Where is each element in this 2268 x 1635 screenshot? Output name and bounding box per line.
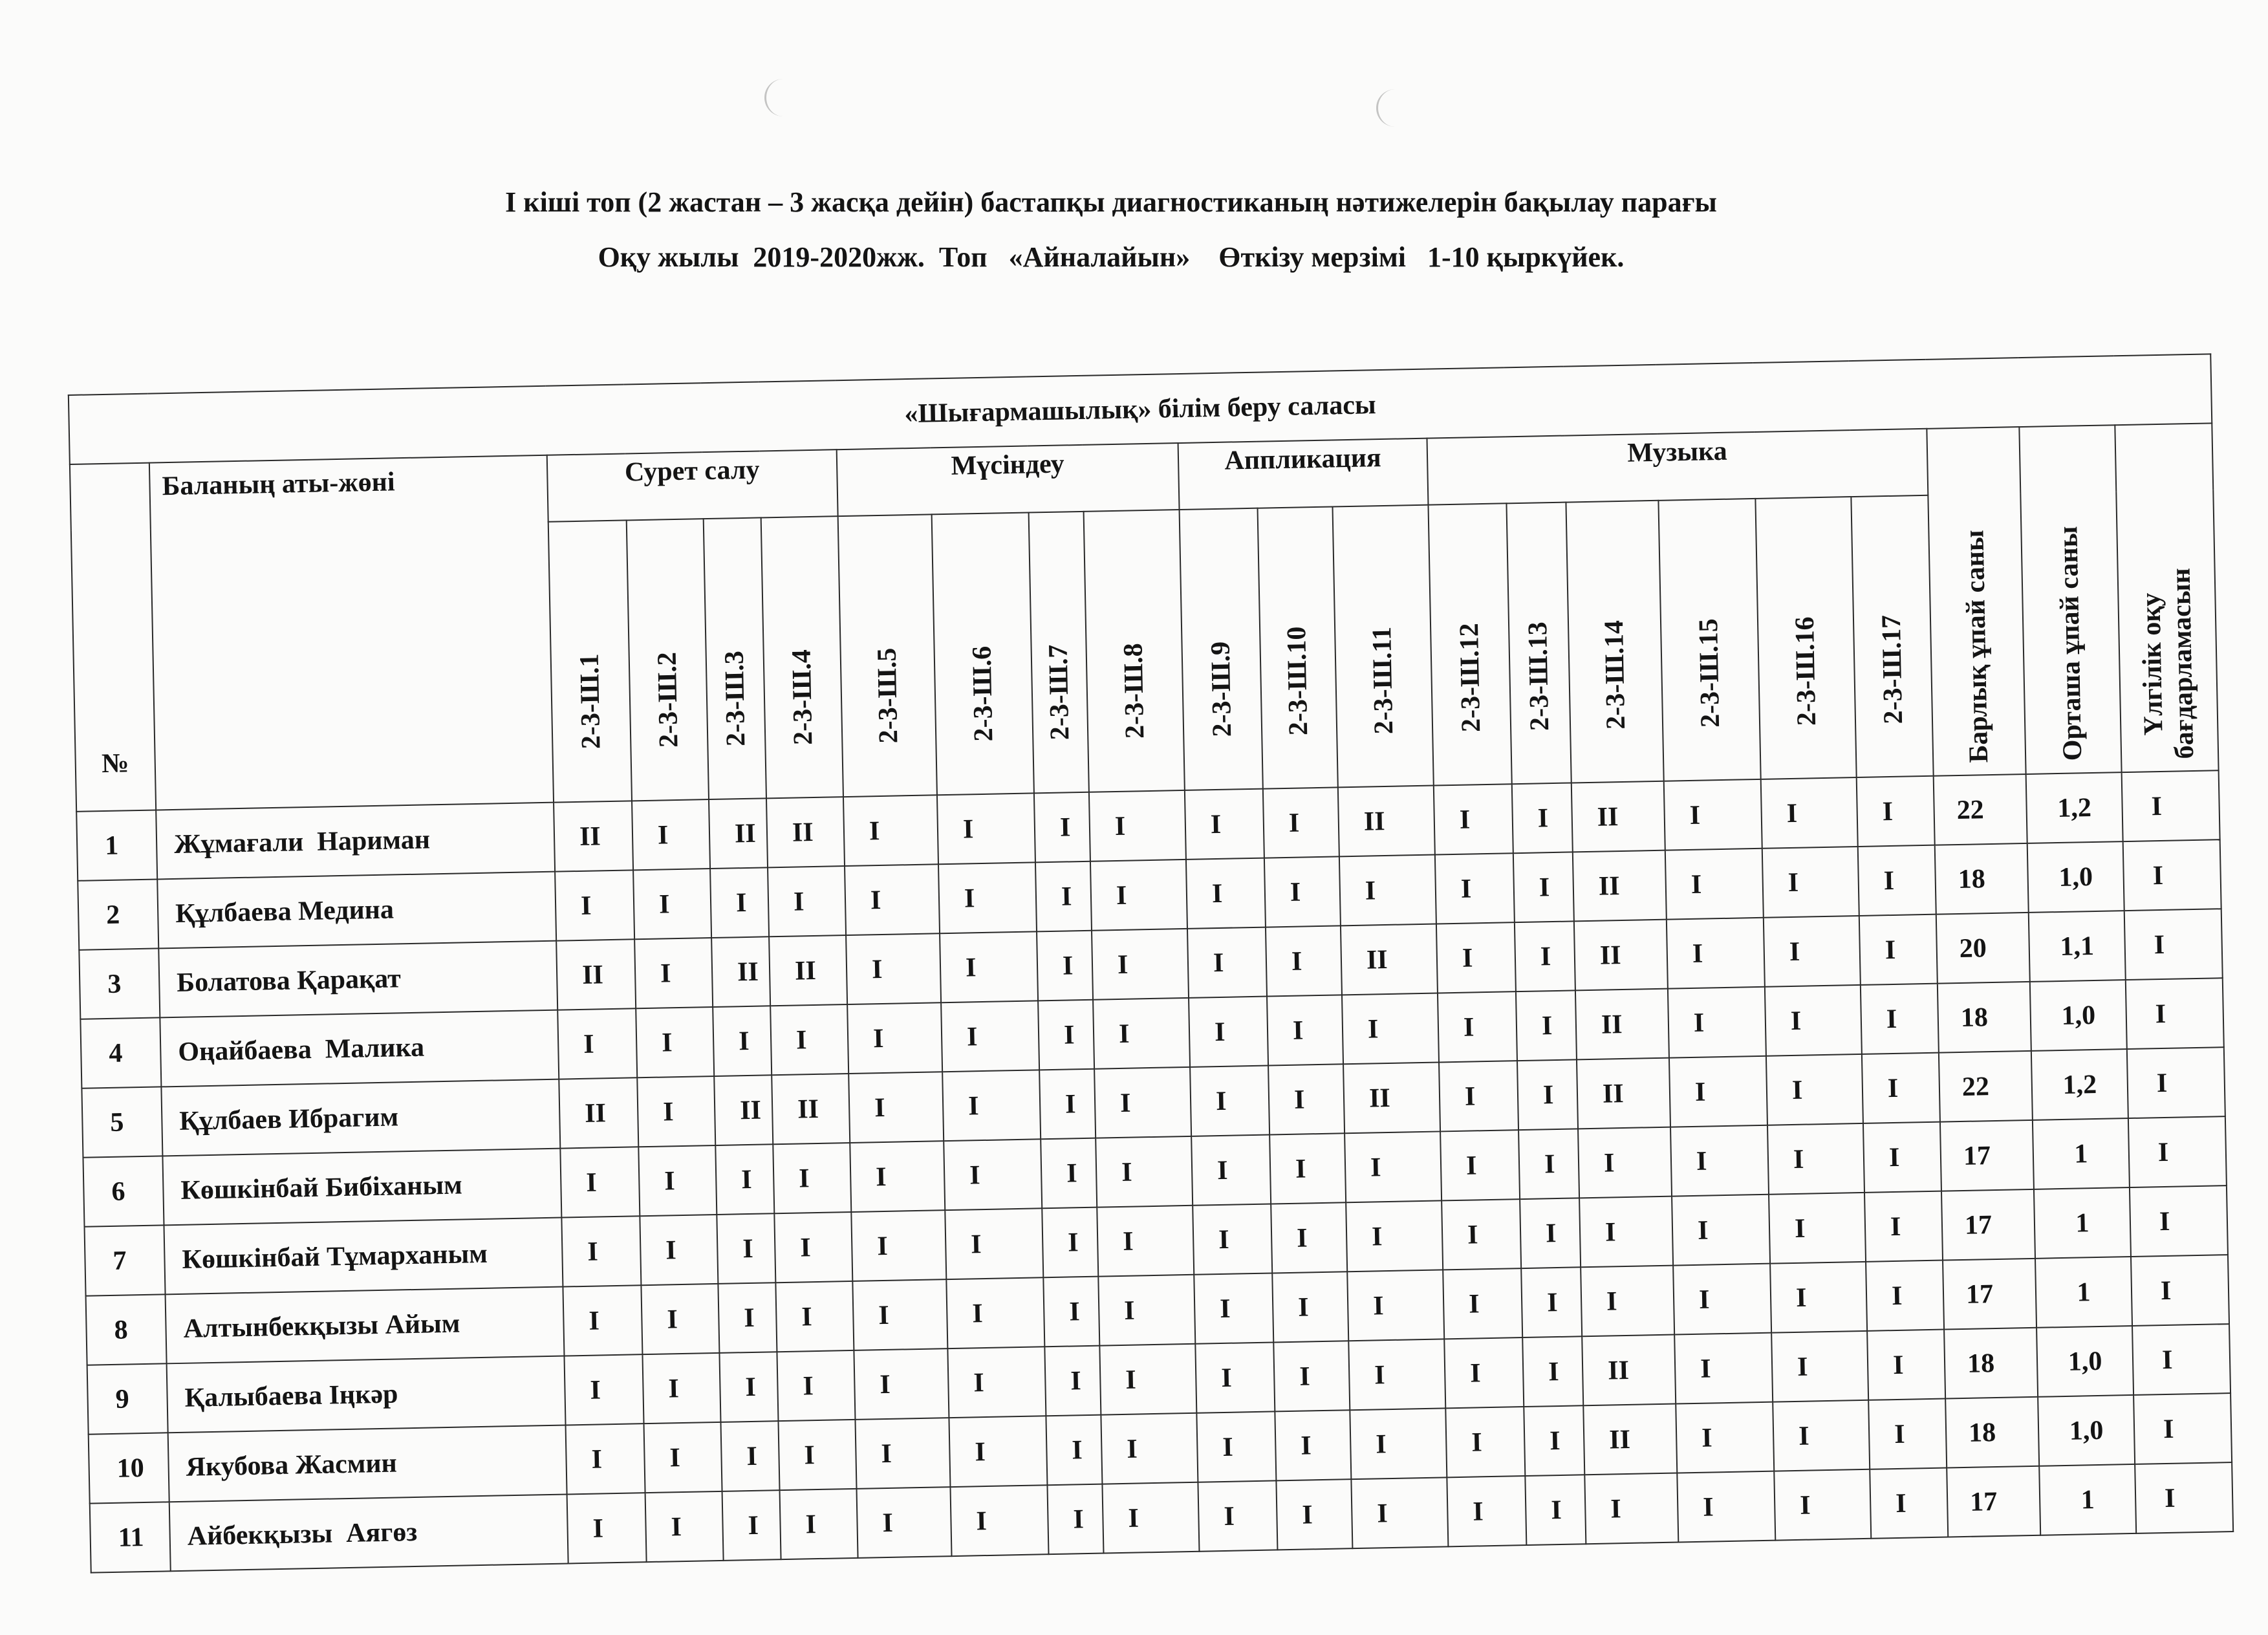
score-cell: I: [561, 1216, 641, 1286]
indicator-code-label: 2-3-Ш.9: [1205, 641, 1238, 738]
score-cell: I: [1516, 990, 1577, 1061]
score-cell: I: [1093, 998, 1190, 1069]
child-name: Алтынбекқызы Айым: [166, 1287, 565, 1364]
score-cell: I: [1866, 1261, 1944, 1331]
score-cell: I: [1096, 1136, 1193, 1207]
total-score: 17: [1947, 1466, 2040, 1537]
row-number: 1: [76, 810, 157, 880]
score-cell: I: [718, 1283, 777, 1353]
score-cell: I: [1578, 1127, 1672, 1198]
score-cell: I: [1667, 918, 1765, 989]
score-cell: II: [1577, 1058, 1670, 1129]
score-cell: I: [1761, 777, 1858, 849]
score-cell: I: [768, 866, 846, 937]
row-number: 5: [81, 1087, 162, 1157]
score-cell: II: [1571, 781, 1665, 852]
score-cell: I: [1525, 1475, 1586, 1545]
indicator-code-header: [1755, 497, 1856, 779]
score-cell: II: [1338, 786, 1435, 857]
score-cell: I: [941, 1001, 1039, 1072]
score-cell: I: [1273, 1341, 1350, 1411]
score-cell: I: [950, 1485, 1048, 1556]
score-cell: I: [1438, 991, 1517, 1062]
group-header-application: Аппликация: [1178, 439, 1429, 510]
child-name: Көшкінбай Тұмарханым: [164, 1218, 563, 1295]
score-cell: I: [1584, 1473, 1678, 1544]
row-number: 10: [89, 1433, 169, 1503]
score-cell: I: [1041, 1138, 1097, 1209]
score-cell: I: [947, 1347, 1046, 1418]
total-score: 18: [1944, 1328, 2038, 1399]
row-number: 4: [80, 1017, 161, 1088]
indicator-code-header: [761, 516, 843, 798]
score-cell: I: [1868, 1399, 1947, 1469]
score-cell: I: [637, 1076, 715, 1147]
score-cell: I: [1191, 1135, 1271, 1206]
average-score: 1,0: [2027, 841, 2124, 913]
score-cell: I: [1767, 1123, 1864, 1195]
indicator-code-header: [627, 519, 709, 801]
total-score: 20: [1936, 913, 2030, 984]
average-score: 1: [2034, 1187, 2131, 1259]
total-score: 17: [1941, 1189, 2035, 1261]
average-score: 1,2: [2031, 1049, 2128, 1120]
child-name: Көшкінбай Бибіханым: [162, 1149, 561, 1226]
score-cell: I: [1267, 995, 1343, 1065]
indicator-code-header: [932, 512, 1034, 795]
score-cell: I: [1186, 858, 1266, 929]
diagnostics-table: [68, 353, 2234, 1573]
total-score: 22: [1934, 774, 2027, 845]
score-cell: I: [848, 1072, 944, 1143]
score-cell: I: [555, 870, 634, 940]
score-cell: I: [1870, 1468, 1948, 1539]
child-name: Қалыбаева Іңкәр: [167, 1356, 566, 1433]
score-cell: I: [774, 1212, 852, 1283]
score-cell: I: [1670, 1125, 1769, 1196]
score-cell: I: [857, 1487, 952, 1558]
score-cell: I: [1039, 1069, 1096, 1140]
score-cell: I: [1044, 1346, 1101, 1416]
sheet-info-line: Оқу жылы 2019-2020жж. Топ «Айналайын» Өткізу мерзімі 1-10 қыркүйек.: [598, 241, 1625, 273]
program-level: I: [2133, 1393, 2232, 1464]
score-cell: I: [845, 864, 940, 935]
score-cell: II: [554, 801, 633, 871]
score-cell: I: [937, 793, 1035, 864]
program-level: I: [2132, 1324, 2230, 1395]
score-cell: I: [1857, 776, 1935, 847]
score-cell: I: [1665, 849, 1764, 920]
score-cell: I: [1099, 1344, 1196, 1415]
score-cell: I: [1101, 1413, 1198, 1484]
score-cell: I: [1187, 927, 1267, 998]
score-cell: I: [846, 933, 941, 1004]
score-cell: I: [777, 1350, 855, 1421]
total-score: 17: [1940, 1120, 2034, 1191]
score-cell: I: [1864, 1191, 1943, 1262]
score-cell: I: [1435, 853, 1515, 924]
score-cell: I: [1094, 1067, 1191, 1138]
score-cell: I: [1445, 1407, 1525, 1477]
row-number: 11: [90, 1502, 171, 1572]
score-cell: I: [847, 1002, 942, 1074]
program-level-label-line: Үлгілік оқу: [2136, 592, 2169, 736]
score-cell: I: [1042, 1207, 1098, 1278]
score-cell: I: [722, 1490, 781, 1561]
score-cell: I: [1444, 1337, 1524, 1408]
score-cell: I: [634, 938, 713, 1008]
score-cell: I: [1193, 1204, 1272, 1275]
score-cell: I: [717, 1213, 775, 1284]
score-cell: I: [851, 1210, 946, 1281]
program-level: I: [2122, 770, 2220, 841]
score-cell: I: [1443, 1268, 1522, 1339]
score-cell: I: [945, 1208, 1043, 1279]
program-level: I: [2123, 839, 2221, 911]
indicator-code-header: [1658, 499, 1760, 781]
score-cell: I: [1350, 1408, 1447, 1479]
average-score: 1: [2039, 1464, 2136, 1535]
column-header-average: [2019, 425, 2121, 774]
score-cell: I: [1674, 1333, 1773, 1404]
score-cell: II: [1582, 1335, 1676, 1406]
indicator-code-label: 2-3-Ш.17: [1876, 614, 1909, 725]
average-score: 1,0: [2030, 980, 2127, 1051]
score-cell: I: [560, 1147, 640, 1217]
score-cell: I: [715, 1144, 774, 1215]
score-cell: II: [769, 935, 847, 1006]
indicator-code-label: 2-3-Ш.16: [1790, 616, 1822, 726]
column-header-child-name: Баланың аты-жөні: [149, 455, 554, 810]
child-name: Якубова Жасмин: [168, 1425, 567, 1502]
score-cell: II: [766, 797, 845, 867]
score-cell: I: [1867, 1330, 1945, 1400]
score-cell: I: [1524, 1405, 1584, 1476]
score-cell: I: [1859, 915, 1938, 985]
score-cell: I: [640, 1215, 718, 1285]
score-cell: I: [1439, 1061, 1518, 1131]
score-cell: I: [1762, 847, 1859, 918]
indicator-code-header: [1258, 506, 1338, 788]
indicator-code-label: 2-3-Ш.5: [872, 647, 904, 744]
indicator-code-header: [1332, 505, 1433, 788]
column-header-total-label: Барлық ұпай саны: [1960, 529, 1994, 763]
score-cell: I: [1276, 1479, 1352, 1550]
score-cell: I: [1189, 997, 1268, 1067]
row-number: 9: [87, 1363, 168, 1434]
indicator-code-label: 2-3-Ш.12: [1454, 623, 1487, 733]
score-cell: I: [1766, 1054, 1863, 1125]
score-cell: I: [1090, 860, 1187, 931]
score-cell: I: [1676, 1402, 1774, 1473]
score-cell: I: [1102, 1482, 1199, 1554]
score-cell: I: [1765, 985, 1862, 1056]
score-cell: II: [772, 1074, 850, 1144]
score-cell: I: [843, 795, 938, 866]
indicator-code-label: 2-3-Ш.14: [1599, 620, 1632, 730]
sheet-title: І кіші топ (2 жастан – 3 жасқа дейін) бастапқы диагностиканың нәтижелерін бақылау парағы: [505, 186, 1717, 218]
table-body: [76, 770, 2233, 1572]
score-cell: I: [638, 1145, 717, 1216]
indicator-code-header: [1851, 495, 1933, 777]
score-cell: I: [564, 1354, 643, 1425]
score-cell: I: [567, 1493, 647, 1563]
score-cell: I: [1339, 855, 1436, 926]
row-number: 3: [79, 948, 160, 1019]
score-cell: I: [642, 1353, 720, 1424]
score-cell: I: [1272, 1272, 1348, 1342]
indicator-code-label: 2-3-Ш.11: [1367, 626, 1399, 735]
group-header-modelling: Мүсіндеу: [837, 443, 1180, 516]
program-level-label-line: бағдарламасын: [2166, 567, 2200, 759]
score-cell: I: [770, 1004, 848, 1075]
score-cell: I: [1185, 789, 1264, 860]
score-cell: I: [1773, 1400, 1870, 1471]
indicator-code-label: 2-3-Ш.3: [719, 651, 751, 747]
score-cell: I: [1047, 1484, 1103, 1555]
column-header-program-level: [2115, 423, 2218, 772]
score-cell: I: [1521, 1267, 1582, 1337]
score-cell: I: [1268, 1064, 1345, 1134]
score-cell: II: [1575, 989, 1669, 1060]
score-cell: I: [1263, 787, 1339, 858]
indicator-code-label: 2-3-Ш.7: [1043, 644, 1075, 741]
score-cell: I: [644, 1422, 722, 1493]
score-cell: II: [1583, 1404, 1677, 1475]
average-score: 1,1: [2029, 911, 2126, 982]
score-cell: I: [1046, 1415, 1102, 1486]
score-cell: I: [1342, 993, 1439, 1064]
score-cell: I: [1098, 1275, 1195, 1346]
score-cell: I: [1672, 1195, 1770, 1266]
score-cell: I: [1034, 792, 1090, 863]
score-cell: I: [1863, 1122, 1941, 1193]
score-cell: I: [940, 931, 1038, 1002]
score-cell: I: [1769, 1193, 1866, 1264]
score-cell: II: [1343, 1062, 1440, 1133]
score-cell: I: [1348, 1339, 1445, 1410]
indicator-code-header: [1029, 512, 1089, 794]
score-cell: I: [852, 1279, 947, 1350]
score-cell: I: [1190, 1066, 1269, 1136]
score-cell: I: [1434, 784, 1513, 854]
score-cell: I: [1447, 1476, 1526, 1546]
score-cell: I: [1858, 845, 1936, 916]
score-cell: I: [1436, 922, 1516, 993]
indicator-code-label: 2-3-Ш.4: [786, 649, 819, 746]
child-name: Оңайбаева Малика: [160, 1010, 559, 1087]
punch-hole-mark: [1376, 89, 1395, 127]
indicator-code-label: 2-3-Ш.8: [1118, 643, 1150, 739]
score-cell: I: [1669, 1056, 1767, 1127]
score-cell: I: [1579, 1196, 1673, 1268]
score-cell: II: [711, 937, 770, 1007]
average-score: 1: [2033, 1118, 2130, 1189]
score-cell: I: [855, 1418, 950, 1489]
score-cell: I: [850, 1141, 945, 1212]
score-cell: I: [854, 1348, 949, 1420]
punch-hole-mark: [764, 79, 783, 116]
score-cell: I: [1092, 929, 1189, 1000]
score-cell: I: [1271, 1202, 1347, 1273]
score-cell: I: [1668, 987, 1766, 1058]
column-header-program-level-label: [2136, 568, 2201, 760]
program-level: I: [2130, 1186, 2228, 1257]
row-number: 8: [86, 1294, 167, 1365]
score-cell: I: [1351, 1477, 1448, 1548]
child-name: Жұмағали Нариман: [156, 803, 555, 880]
education-area-title: «Шығармашылық» білім беру саласы: [69, 354, 2212, 464]
score-cell: I: [1195, 1342, 1275, 1413]
score-cell: I: [1862, 1053, 1940, 1123]
score-cell: I: [1512, 783, 1573, 853]
score-cell: I: [1664, 779, 1762, 850]
indicator-code-header: [1506, 503, 1571, 785]
program-level: I: [2127, 1047, 2225, 1118]
indicator-code-header: [838, 514, 937, 797]
row-number: 2: [78, 879, 158, 949]
group-header-music: Музыка: [1427, 429, 1928, 505]
score-cell: I: [1269, 1133, 1346, 1204]
score-cell: I: [1097, 1206, 1194, 1277]
score-cell: II: [714, 1075, 773, 1145]
average-score: 1,0: [2036, 1326, 2133, 1397]
score-cell: I: [1264, 856, 1341, 927]
score-cell: II: [1341, 924, 1438, 995]
score-cell: I: [1038, 1000, 1094, 1070]
indicator-code-label: 2-3-Ш.13: [1523, 622, 1555, 731]
score-cell: I: [1346, 1200, 1443, 1272]
score-cell: II: [1574, 920, 1668, 991]
average-score: 1,0: [2038, 1395, 2135, 1466]
score-cell: II: [1573, 850, 1667, 922]
score-cell: I: [1522, 1336, 1583, 1407]
score-cell: I: [942, 1070, 1041, 1141]
indicator-code-header: [1566, 501, 1663, 783]
score-cell: I: [645, 1491, 724, 1562]
indicator-code-header: [1428, 503, 1511, 785]
score-cell: I: [563, 1285, 642, 1356]
indicator-code-header: [1180, 508, 1263, 790]
indicator-code-header: [1084, 510, 1185, 792]
total-score: 18: [1945, 1397, 2039, 1468]
score-cell: I: [1089, 790, 1186, 861]
column-header-number: №: [70, 463, 156, 812]
total-score: 18: [1938, 982, 2031, 1053]
score-cell: I: [720, 1421, 779, 1491]
score-cell: I: [636, 1007, 714, 1077]
indicator-code-label: 2-3-Ш.6: [967, 645, 999, 742]
score-cell: I: [557, 1008, 637, 1079]
program-level: I: [2128, 1116, 2227, 1187]
child-name: Құлбаев Ибрагим: [161, 1079, 560, 1156]
score-cell: I: [773, 1143, 851, 1213]
indicator-code-label: 2-3-Ш.10: [1282, 626, 1314, 736]
score-cell: I: [1196, 1411, 1276, 1482]
score-cell: II: [709, 798, 768, 869]
group-header-drawing: Сурет салу: [547, 449, 838, 522]
score-cell: I: [641, 1284, 719, 1354]
score-cell: I: [713, 1006, 772, 1076]
score-cell: I: [1440, 1130, 1520, 1200]
score-cell: I: [1518, 1129, 1579, 1199]
score-cell: I: [1673, 1264, 1771, 1335]
program-level: I: [2124, 909, 2223, 980]
total-score: 18: [1935, 843, 2029, 915]
program-level: I: [2126, 978, 2224, 1049]
column-header-total: [1927, 427, 2025, 776]
score-cell: I: [1043, 1277, 1099, 1347]
child-name: Құлбаева Медина: [157, 872, 556, 949]
score-cell: I: [1515, 921, 1575, 991]
score-cell: I: [1581, 1266, 1674, 1337]
score-cell: I: [944, 1139, 1042, 1210]
score-cell: I: [1266, 926, 1342, 996]
score-cell: I: [1275, 1410, 1351, 1480]
indicator-code-header: [548, 520, 632, 802]
average-score: 1,2: [2026, 772, 2123, 843]
total-score: 17: [1943, 1259, 2036, 1330]
score-cell: I: [1442, 1199, 1521, 1270]
score-cell: I: [1771, 1331, 1868, 1402]
indicator-code-label: 2-3-Ш.15: [1694, 618, 1726, 728]
score-cell: I: [946, 1277, 1044, 1348]
row-number: 7: [85, 1225, 166, 1295]
indicator-code-label: 2-3-Ш.2: [652, 652, 684, 748]
score-cell: I: [719, 1352, 778, 1422]
score-cell: I: [1520, 1198, 1581, 1268]
score-cell: I: [1194, 1273, 1273, 1343]
score-cell: I: [632, 799, 710, 870]
row-number: 6: [83, 1156, 164, 1226]
average-score: 1: [2035, 1257, 2132, 1328]
score-cell: II: [559, 1077, 638, 1148]
score-cell: I: [775, 1281, 854, 1352]
indicator-code-header: [704, 517, 766, 799]
score-cell: I: [1677, 1471, 1775, 1543]
score-cell: I: [1513, 852, 1574, 922]
score-cell: I: [1861, 984, 1939, 1054]
program-level: I: [2135, 1462, 2233, 1533]
score-cell: I: [778, 1420, 856, 1490]
score-cell: I: [1347, 1270, 1444, 1341]
score-cell: II: [556, 939, 636, 1010]
program-level: I: [2131, 1255, 2229, 1326]
total-score: 22: [1939, 1051, 2033, 1122]
score-cell: I: [1198, 1480, 1277, 1551]
score-cell: I: [938, 862, 1037, 933]
score-cell: I: [710, 867, 769, 938]
column-header-average-label: Орташа ұпай саны: [2053, 526, 2088, 762]
score-cell: I: [1764, 916, 1861, 987]
score-cell: I: [1774, 1469, 1871, 1541]
score-cell: I: [1770, 1262, 1867, 1333]
score-cell: I: [949, 1416, 1047, 1487]
score-cell: I: [566, 1424, 645, 1494]
score-cell: I: [1037, 931, 1093, 1001]
child-name: Болатова Қарақат: [158, 941, 557, 1018]
score-cell: I: [633, 869, 711, 939]
child-name: Айбекқызы Аягөз: [169, 1494, 568, 1571]
score-cell: I: [780, 1489, 858, 1559]
score-cell: I: [1035, 861, 1092, 932]
score-cell: I: [1345, 1131, 1442, 1202]
indicator-code-label: 2-3-Ш.1: [574, 653, 607, 750]
score-cell: I: [1517, 1059, 1578, 1130]
